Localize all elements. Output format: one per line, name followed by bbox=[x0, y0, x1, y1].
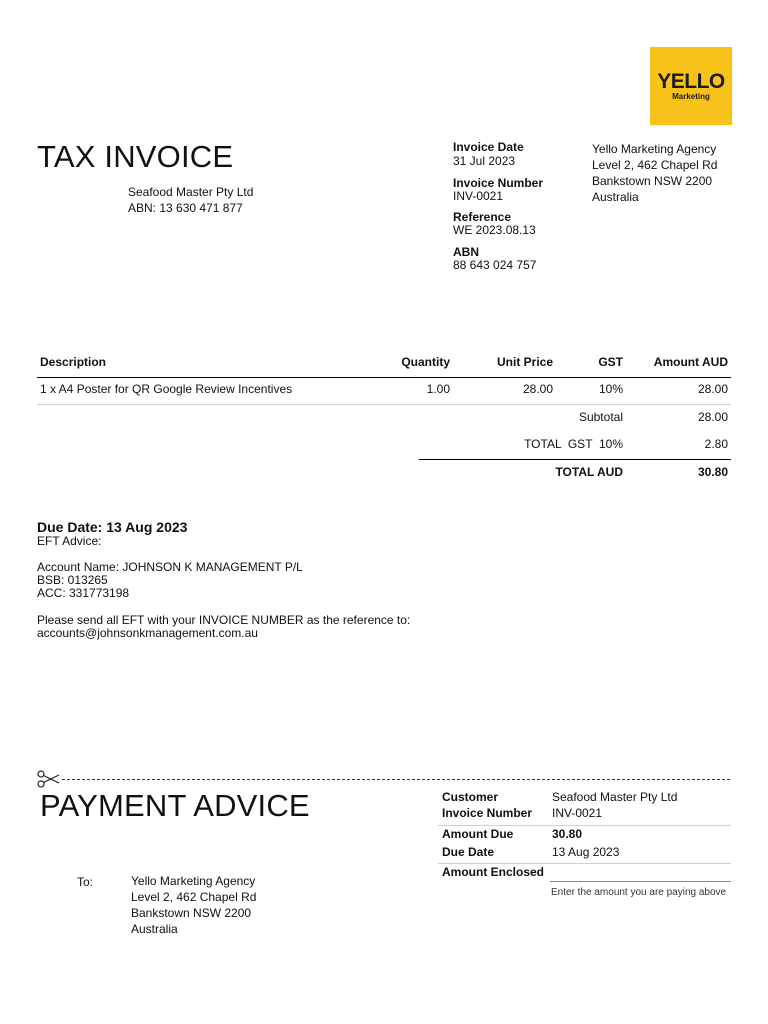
accounts-email: accounts@johnsonkmanagement.com.au bbox=[37, 626, 258, 640]
table-header-divider bbox=[37, 377, 731, 378]
scissors-icon bbox=[36, 770, 60, 788]
total-value: 30.80 bbox=[697, 465, 728, 479]
reference-value: WE 2023.08.13 bbox=[453, 223, 536, 237]
to-address bbox=[131, 873, 256, 937]
amount-enclosed-field[interactable] bbox=[550, 881, 731, 882]
invoice-title: TAX INVOICE bbox=[37, 139, 234, 174]
to-label: To: bbox=[77, 875, 94, 889]
cut-line bbox=[62, 779, 730, 780]
invoice-date-label: Invoice Date bbox=[453, 140, 524, 154]
gst-total-label: TOTAL GST 10% bbox=[524, 437, 623, 451]
col-unit-price-header: Unit Price bbox=[496, 355, 553, 369]
abn-value: 88 643 024 757 bbox=[453, 258, 537, 272]
from-address-line: Level 2, 462 Chapel Rd bbox=[592, 158, 718, 172]
col-gst-header: GST bbox=[598, 355, 623, 369]
invoice-number-label: Invoice Number bbox=[453, 176, 544, 190]
col-description-header: Description bbox=[40, 355, 107, 369]
amount-due-label: Amount Due bbox=[442, 827, 514, 841]
to-address-line: Yello Marketing Agency bbox=[131, 874, 256, 888]
amount-due-value: 30.80 bbox=[552, 827, 583, 841]
to-address-line: Australia bbox=[131, 922, 178, 936]
abn-label: ABN bbox=[453, 245, 479, 259]
advice-invoice-number-value: INV-0021 bbox=[552, 806, 603, 820]
total-divider bbox=[419, 459, 731, 460]
payment-advice-title: PAYMENT ADVICE bbox=[40, 788, 310, 823]
from-address-line: Bankstown NSW 2200 bbox=[592, 174, 713, 188]
to-address-line: Level 2, 462 Chapel Rd bbox=[131, 890, 257, 904]
col-amount-header: Amount AUD bbox=[653, 355, 728, 369]
eft-instruction: Please send all EFT with your INVOICE NUMBER as the reference to: bbox=[37, 613, 411, 627]
to-address-line: Bankstown NSW 2200 bbox=[131, 906, 252, 920]
reference-label: Reference bbox=[453, 210, 512, 224]
advice-invoice-number-label: Invoice Number bbox=[442, 806, 533, 820]
logo-subtext: Marketing bbox=[672, 92, 710, 101]
advice-due-date-value: 13 Aug 2023 bbox=[552, 845, 620, 859]
row-quantity: 1.00 bbox=[426, 382, 450, 396]
logo-text: YELLO bbox=[657, 70, 725, 93]
company-logo bbox=[650, 47, 732, 125]
invoice-date-value: 31 Jul 2023 bbox=[453, 154, 516, 168]
from-address-line: Australia bbox=[592, 190, 639, 204]
total-label: TOTAL AUD bbox=[555, 465, 623, 479]
row-amount: 28.00 bbox=[697, 382, 728, 396]
customer-abn: ABN: 13 630 471 877 bbox=[128, 201, 243, 215]
advice-divider bbox=[438, 863, 731, 864]
row-divider bbox=[37, 404, 731, 405]
from-address bbox=[592, 141, 717, 205]
account-name: Account Name: JOHNSON K MANAGEMENT P/L bbox=[37, 560, 303, 574]
advice-divider bbox=[438, 825, 731, 826]
advice-customer-value: Seafood Master Pty Ltd bbox=[552, 790, 678, 804]
col-quantity-header: Quantity bbox=[401, 355, 450, 369]
row-description: 1 x A4 Poster for QR Google Review Incentives bbox=[40, 382, 293, 396]
row-gst: 10% bbox=[598, 382, 623, 396]
gst-total-value: 2.80 bbox=[704, 437, 728, 451]
due-date-heading: Due Date: 13 Aug 2023 bbox=[37, 519, 188, 535]
subtotal-label: Subtotal bbox=[578, 410, 623, 424]
from-address-line: Yello Marketing Agency bbox=[592, 142, 717, 156]
advice-customer-label: Customer bbox=[442, 790, 499, 804]
account-number: ACC: 331773198 bbox=[37, 586, 130, 600]
row-unit-price: 28.00 bbox=[522, 382, 553, 396]
invoice-number-value: INV-0021 bbox=[453, 189, 504, 203]
bsb: BSB: 013265 bbox=[37, 573, 108, 587]
advice-due-date-label: Due Date bbox=[442, 845, 495, 859]
customer-name: Seafood Master Pty Ltd bbox=[128, 185, 254, 199]
subtotal-value: 28.00 bbox=[697, 410, 728, 424]
amount-enclosed-hint: Enter the amount you are paying above bbox=[551, 887, 727, 898]
amount-enclosed-label: Amount Enclosed bbox=[442, 865, 545, 879]
eft-advice-label: EFT Advice: bbox=[37, 534, 102, 548]
